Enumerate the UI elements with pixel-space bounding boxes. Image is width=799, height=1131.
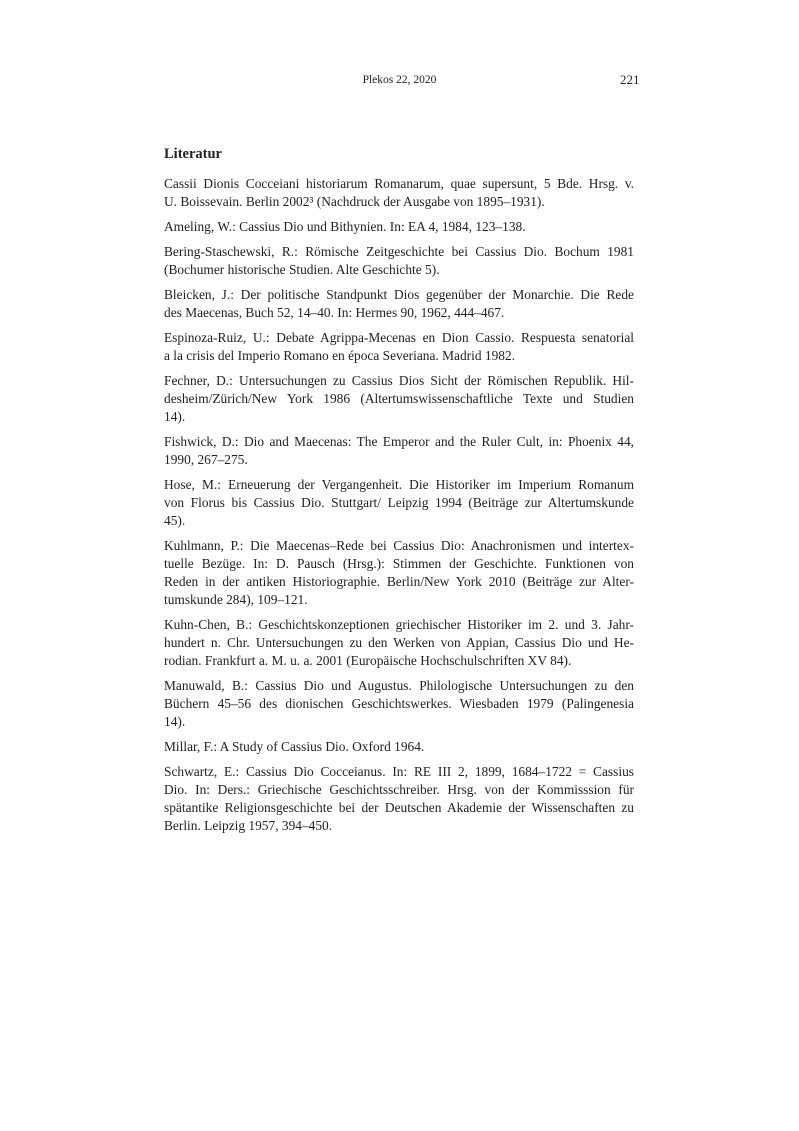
entry-line: U. Boissevain. Berlin 2002³ (Nachdruck der Ausgabe von 1895–1931).: [164, 194, 545, 209]
entry-line: Berlin. Leipzig 1957, 394–450.: [164, 818, 333, 833]
entry-line: Kuhn-Chen, B.: Geschichtskonzeptionen griechischer Historiker im 2. und 3. Jahr-: [164, 617, 634, 632]
entry-line: a la crisis del Imperio Romano en época Severiana. Madrid 1982.: [164, 348, 516, 363]
bibliography-entry: [164, 243, 634, 279]
entry-line: Büchern 45–56 des dionischen Geschichtswerkes. Wiesbaden 1979 (Palingenesia: [164, 696, 634, 711]
entry-line: Dio. In: Ders.: Griechische Geschichtsschreiber. Hrsg. von der Kommisssion für: [164, 782, 634, 797]
entry-line: 14).: [164, 409, 186, 424]
entry-line: Bering-Staschewski, R.: Römische Zeitgeschichte bei Cassius Dio. Bochum 1981: [164, 244, 634, 259]
entry-line: Kuhlmann, P.: Die Maecenas–Rede bei Cassius Dio: Anachronismen und intertex-: [164, 538, 634, 553]
entry-line: 14).: [164, 714, 186, 729]
entry-line: tuelle Bezüge. In: D. Pausch (Hrsg.): Stimmen der Geschichte. Funktionen von: [164, 556, 634, 571]
bibliography-entry: [164, 476, 634, 530]
bibliography-entry: [164, 677, 634, 731]
entry-line: Reden in der antiken Historiographie. Berlin/New York 2010 (Beiträge zur Alter-: [164, 574, 634, 589]
entry-line: Fishwick, D.: Dio and Maecenas: The Emperor and the Ruler Cult, in: Phoenix 44,: [164, 434, 634, 449]
entry-line: tumskunde 284), 109–121.: [164, 592, 308, 607]
bibliography-entry: [164, 763, 634, 835]
entry-line: Manuwald, B.: Cassius Dio und Augustus. Philologische Untersuchungen zu den: [164, 678, 634, 693]
entry-line: (Bochumer historische Studien. Alte Geschichte 5).: [164, 262, 440, 277]
entry-line: rodian. Frankfurt a. M. u. a. 2001 (Europäische Hochschulschriften XV 84).: [164, 653, 572, 668]
bibliography-entry: [164, 175, 634, 211]
entry-line: Schwartz, E.: Cassius Dio Cocceianus. In: RE III 2, 1899, 1684–1722 = Cassius: [164, 764, 634, 779]
entry-line: von Florus bis Cassius Dio. Stuttgart/ Leipzig 1994 (Beiträge zur Altertumskunde: [164, 495, 634, 510]
entry-line: hundert n. Chr. Untersuchungen zu den Werken von Appian, Cassius Dio und He-: [164, 635, 634, 650]
entry-line: spätantike Religionsgeschichte bei der Deutschen Akademie der Wissenschaften zu: [164, 800, 634, 815]
section-title: Literatur: [164, 146, 222, 162]
bibliography-entry: [164, 616, 634, 670]
entry-line: desheim/Zürich/New York 1986 (Altertumswissenschaftliche Texte und Studien: [164, 391, 634, 406]
running-header: Plekos 22, 2020: [362, 74, 437, 86]
entry-line: Bleicken, J.: Der politische Standpunkt Dios gegenüber der Monarchie. Die Rede: [164, 287, 634, 302]
bibliography-entry: [164, 286, 634, 322]
bibliography-entry: [164, 329, 634, 365]
entry-line: Cassii Dionis Cocceiani historiarum Romanarum, quae supersunt, 5 Bde. Hrsg. v.: [164, 176, 634, 191]
bibliography-entry: [164, 433, 634, 469]
bibliography-list: [164, 175, 634, 835]
page-number: 221: [620, 72, 640, 87]
bibliography-entry: [164, 537, 634, 609]
entry-line: Millar, F.: A Study of Cassius Dio. Oxford 1964.: [164, 739, 425, 754]
bibliography-entry: [164, 218, 634, 236]
entry-line: Hose, M.: Erneuerung der Vergangenheit. Die Historiker im Imperium Romanum: [164, 477, 634, 492]
bibliography-entry: [164, 372, 634, 426]
entry-line: des Maecenas, Buch 52, 14–40. In: Hermes 90, 1962, 444–467.: [164, 305, 505, 320]
entry-line: 45).: [164, 513, 186, 528]
entry-line: 1990, 267–275.: [164, 452, 248, 467]
entry-line: Espinoza-Ruiz, U.: Debate Agrippa-Mecenas en Dion Cassio. Respuesta senatorial: [164, 330, 634, 345]
bibliography-entry: [164, 738, 634, 756]
entry-line: Fechner, D.: Untersuchungen zu Cassius Dios Sicht der Römischen Republik. Hil-: [164, 373, 634, 388]
entry-line: Ameling, W.: Cassius Dio und Bithynien. In: EA 4, 1984, 123–138.: [164, 219, 526, 234]
bibliography-section: [164, 144, 634, 842]
